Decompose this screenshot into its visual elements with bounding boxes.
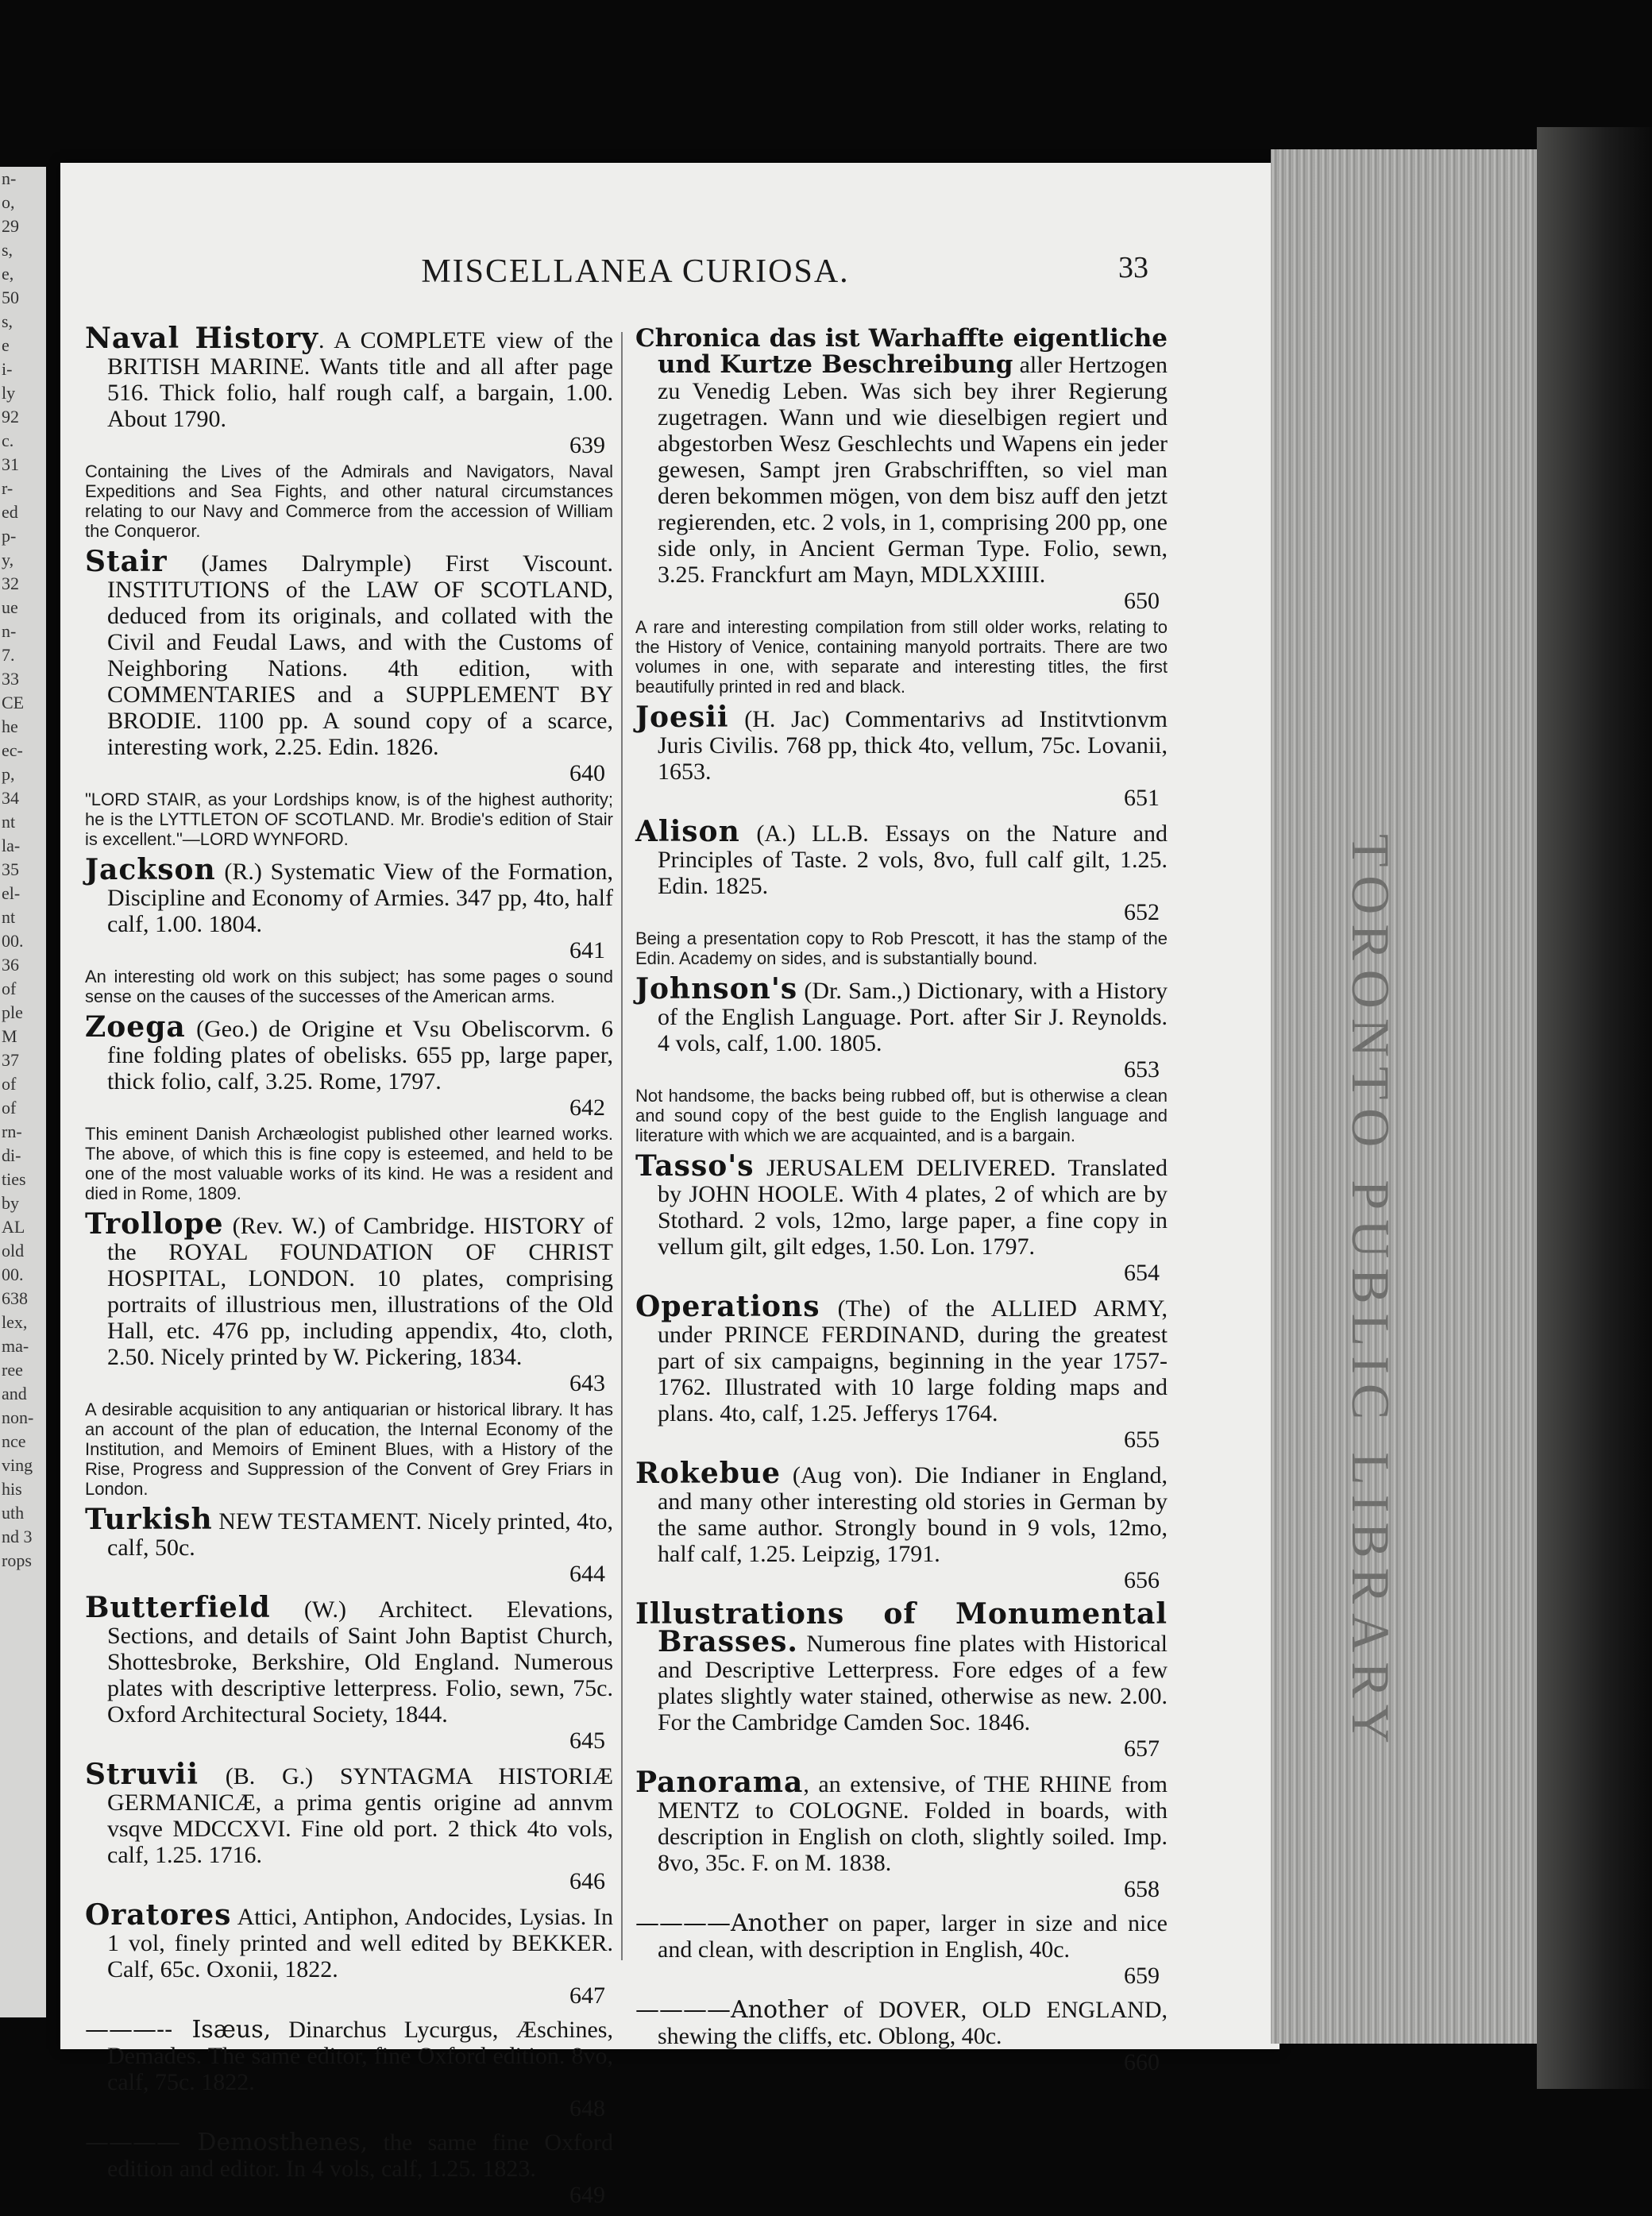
entry-heading: ————Another <box>635 1996 828 2024</box>
lot-number: 649 <box>569 2182 605 2208</box>
catalogue-entry <box>635 972 1168 1145</box>
left-page-text-fragment: s, <box>2 311 14 331</box>
entry-description <box>85 2129 613 2208</box>
page-edges <box>1271 149 1537 2044</box>
entry-heading: Illustrations of Monumental Brasses. <box>635 1597 1168 1658</box>
entry-heading: Jackson <box>85 853 216 886</box>
left-page-text-fragment: ties <box>2 1169 26 1189</box>
left-page-text-fragment: non- <box>2 1407 34 1427</box>
lot-number: 648 <box>569 2095 605 2121</box>
entry-text: (B. G.) SYNTAGMA HISTORIÆ GERMANICÆ, a prima gentis origine ad annvm vsqve MDCCXVI. Fine old port. 2 thick 4to vols, calf, 1.25. 1716. <box>107 1763 613 1868</box>
entry-text: (Geo.) de Origine et Vsu Obeliscorvm. 6 fine folding plates of obelisks. 655 pp, large paper, thick folio, calf, 3.25. Rome, 1797. <box>107 1016 613 1094</box>
entry-text: (W.) Architect. Elevations, Sections, and details of Saint John Baptist Church, Shottesbroke, Berkshire, Old England. Numerous plates with descriptive letterpress. Folio, sewn, 75c. Oxford Architectural Society, 1844. <box>107 1596 613 1728</box>
left-page-text-fragment: of <box>2 1098 17 1118</box>
entry-text: of DOVER, OLD ENGLAND, shewing the cliffs, etc. Oblong, 40c. <box>658 1997 1168 2049</box>
entry-note: This eminent Danish Archæologist published other learned works. The above, of which this is fine copy is esteemed, and held to be one of the most valuable works of its kind. He was a resident and died in Rome, 1809. <box>85 1124 613 1203</box>
entry-text: (Rev. W.) of Cambridge. HISTORY of the ROYAL FOUNDATION OF CHRIST HOSPITAL, LONDON. 10 plates, comprising portraits of illustrious men, illustrations of the Old Hall, etc. 476 pp, including appendix, 4to, cloth, 2.50. Nicely printed by W. Pickering, 1834. <box>107 1213 613 1370</box>
entry-text: (Dr. Sam.,) Dictionary, with a History of the English Language. Port. after Sir J. Reynolds. 4 vols, calf, 1.00. 1805. <box>658 978 1168 1056</box>
entry-description <box>635 1766 1168 1902</box>
left-page-text-fragment: 32 <box>2 573 19 593</box>
catalogue-entry <box>85 853 613 1006</box>
entry-description <box>85 853 613 963</box>
library-edge-stamp: TORONTO PUBLIC LIBRARY <box>1341 834 1401 1753</box>
left-page-text-fragment: 35 <box>2 859 19 879</box>
lot-number: 660 <box>1124 2049 1160 2075</box>
entry-text: (James Dalrymple) First Viscount. INSTITUTIONS of the LAW OF SCOTLAND, deduced from its originals, and collated with the Civil and Feudal Laws, and with the Customs of Neighboring Nations. 4th edition, with COMMENTARIES and a SUPPLEMENT BY BRODIE. 1100 pp. A sound copy of a scarce, interesting work, 2.25. Edin. 1826. <box>107 550 613 760</box>
left-page-text-fragment: 7. <box>2 645 15 665</box>
entry-text: (The) of the ALLIED ARMY, under PRINCE FERDINAND, during the greatest part of six campaigns, beginning in the year 1757-1762. Illustrated with 10 large folding maps and plans. 4to, calf, 1.25. Jefferys 1764. <box>658 1295 1168 1427</box>
entry-heading: Trollope <box>85 1207 224 1241</box>
column-divider <box>621 332 623 1960</box>
entry-text: (R.) Systematic View of the Formation, Discipline and Economy of Armies. 347 pp, 4to, half calf, 1.00. 1804. <box>107 859 613 937</box>
catalogue-entry <box>85 2129 613 2208</box>
left-page-text-fragment: old <box>2 1241 25 1260</box>
entry-text: Dinarchus Lycurgus, Æschines, Demades. The same editor, fine Oxford edition. 8vo, calf, 75c. 1822. <box>107 2017 613 2095</box>
left-page-text-fragment: 00. <box>2 931 24 951</box>
lot-number: 645 <box>569 1728 605 1754</box>
left-page-text-fragment: nt <box>2 907 16 927</box>
lot-number: 641 <box>569 937 605 963</box>
entry-note: An interesting old work on this subject; has some pages o sound sense on the causes of the successes of the American arms. <box>85 967 613 1006</box>
lot-number: 640 <box>569 760 605 786</box>
left-page-text-fragment: 31 <box>2 454 19 474</box>
entry-note: "LORD STAIR, as your Lordships know, is of the highest authority; he is the LYTTLETON OF SCOTLAND. Mr. Brodie's edition of Stair is excellent."—LORD WYNFORD. <box>85 789 613 849</box>
entry-description <box>85 1898 613 2009</box>
entry-description <box>635 326 1168 614</box>
catalogue-entry <box>85 1207 613 1499</box>
catalogue-entry <box>635 326 1168 697</box>
entry-heading: Chronica das ist Warhaffte eigentliche und Kurtze Beschreibung <box>635 324 1168 379</box>
left-page-text-fragment: ed <box>2 502 18 522</box>
left-page-text-fragment: o, <box>2 192 15 212</box>
lot-number: 656 <box>1124 1567 1160 1593</box>
left-page-text-fragment: nt <box>2 812 16 832</box>
left-page-text-fragment: 36 <box>2 955 19 975</box>
entry-description <box>635 1149 1168 1286</box>
entry-heading: Struvii <box>85 1758 199 1791</box>
catalogue-entry <box>85 1758 613 1894</box>
entry-description <box>85 1758 613 1894</box>
lot-number: 644 <box>569 1561 605 1587</box>
right-column <box>635 326 1168 2083</box>
entry-heading: Turkish <box>85 1503 213 1536</box>
left-page-text-fragment: and <box>2 1384 27 1403</box>
entry-heading: ———— Demosthenes, <box>85 2129 369 2156</box>
left-page-text-fragment: la- <box>2 836 21 855</box>
entry-description <box>635 1910 1168 1989</box>
entry-note: A desirable acquisition to any antiquarian or historical library. It has an account of the plan of education, the Internal Economy of the Institution, and Memoirs of Eminent Blues, with a History of the Rise, Progress and Suppression of the Convent of Grey Friars in London. <box>85 1399 613 1499</box>
entry-text: NEW TESTAMENT. Nicely printed, 4to, calf, 50c. <box>107 1508 613 1561</box>
entry-heading: ————Another <box>635 1909 828 1937</box>
left-page-text-fragment: 92 <box>2 407 19 427</box>
lot-number: 653 <box>1124 1056 1160 1083</box>
entry-description <box>635 1290 1168 1453</box>
catalogue-entry <box>635 1910 1168 1989</box>
lot-number: 646 <box>569 1868 605 1894</box>
catalogue-entry <box>635 1766 1168 1902</box>
entry-heading: Butterfield <box>85 1591 271 1624</box>
entry-description <box>635 1457 1168 1593</box>
catalogue-entry <box>85 1010 613 1203</box>
catalogue-entry <box>635 1997 1168 2075</box>
left-page-text-fragment: ue <box>2 597 18 617</box>
left-page-text-fragment: rops <box>2 1550 32 1570</box>
entry-description <box>85 322 613 458</box>
left-page-margin <box>0 167 46 2017</box>
lot-number: 657 <box>1124 1735 1160 1762</box>
entry-text: Attici, Antiphon, Andocides, Lysias. In 1 vol, finely printed and well edited by BEKKER. Calf, 65c. Oxonii, 1822. <box>107 1904 613 1982</box>
entry-description <box>635 815 1168 925</box>
left-page-text-fragment: i- <box>2 359 13 379</box>
entry-heading: Operations <box>635 1290 820 1323</box>
left-page-text-fragment: c. <box>2 430 14 450</box>
lot-number: 651 <box>1124 785 1160 811</box>
entry-heading: Rokebue <box>635 1457 782 1490</box>
left-page-text-fragment: nd 3 <box>2 1527 33 1546</box>
entry-text: on paper, larger in size and nice and clean, with description in English, 40c. <box>658 1910 1168 1963</box>
lot-number: 647 <box>569 1982 605 2009</box>
left-page-text-fragment: e <box>2 335 10 355</box>
left-page-text-fragment: 34 <box>2 788 19 808</box>
lot-number: 639 <box>569 432 605 458</box>
catalogue-entry <box>85 1503 613 1587</box>
catalogue-entry <box>635 1149 1168 1286</box>
entry-description <box>85 1207 613 1396</box>
left-page-text-fragment: 29 <box>2 216 19 236</box>
left-page-text-fragment: ec- <box>2 740 23 760</box>
left-page-text-fragment: s, <box>2 240 14 260</box>
left-page-text-fragment: ly <box>2 383 16 403</box>
left-page-text-fragment: he <box>2 716 18 736</box>
lot-number: 650 <box>1124 588 1160 614</box>
catalogue-entry <box>85 322 613 541</box>
lot-number: 658 <box>1124 1876 1160 1902</box>
catalogue-entry <box>635 1597 1168 1762</box>
entry-description <box>85 1503 613 1587</box>
left-page-text-fragment: his <box>2 1479 22 1499</box>
running-title: MISCELLANEA CURIOSA. <box>421 253 850 290</box>
catalogue-entry <box>635 701 1168 811</box>
lot-number: 642 <box>569 1094 605 1121</box>
left-page-text-fragment: y, <box>2 550 14 569</box>
left-page-text-fragment: 00. <box>2 1264 24 1284</box>
left-page-text-fragment: e, <box>2 264 14 284</box>
left-page-text-fragment: 50 <box>2 288 19 307</box>
left-page-text-fragment: n- <box>2 168 17 188</box>
left-page-text-fragment: uth <box>2 1503 25 1523</box>
catalogue-entry <box>85 1591 613 1754</box>
left-page-text-fragment: M <box>2 1026 17 1046</box>
entry-note: Containing the Lives of the Admirals and Navigators, Naval Expeditions and Sea Fights, and other natural circumstances relating to our Navy and Commerce from the accession of William the Conqueror. <box>85 461 613 541</box>
left-page-text-fragment: 37 <box>2 1050 19 1070</box>
entry-text: . A COMPLETE view of the BRITISH MARINE. Wants title and all after page 516. Thick folio, half rough calf, a bargain, 1.00. About 1790. <box>107 327 613 432</box>
left-page-text-fragment: CE <box>2 693 25 712</box>
entry-description <box>635 701 1168 811</box>
catalogue-entry <box>635 815 1168 968</box>
entry-text: (A.) LL.B. Essays on the Nature and Principles of Taste. 2 vols, 8vo, full calf gilt, 1.25. Edin. 1825. <box>658 820 1168 899</box>
left-page-text-fragment: el- <box>2 883 21 903</box>
entry-heading: ———-- Isæus, <box>85 2016 272 2044</box>
entry-heading: Stair <box>85 545 168 578</box>
entry-description <box>635 1997 1168 2075</box>
page-number: 33 <box>1118 251 1148 284</box>
entry-description <box>85 1010 613 1121</box>
catalogue-entry <box>85 2017 613 2121</box>
left-page-text-fragment: AL <box>2 1217 25 1237</box>
entry-heading: Johnson's <box>635 972 798 1006</box>
left-page-text-fragment: ree <box>2 1360 23 1380</box>
entry-description <box>85 2017 613 2121</box>
lot-number: 659 <box>1124 1963 1160 1989</box>
left-page-text-fragment: 638 <box>2 1288 28 1308</box>
left-page-text-fragment: n- <box>2 621 17 641</box>
entry-description <box>85 545 613 786</box>
left-page-text-fragment: nce <box>2 1431 26 1451</box>
left-page-text-fragment: ma- <box>2 1336 29 1356</box>
entry-heading: Joesii <box>635 701 729 734</box>
left-page-text-fragment: lex, <box>2 1312 28 1332</box>
left-page-text-fragment: p- <box>2 526 17 546</box>
entry-heading: Alison <box>635 815 740 848</box>
left-page-text-fragment: ving <box>2 1455 33 1475</box>
entry-heading: Panorama <box>635 1766 804 1799</box>
lot-number: 652 <box>1124 899 1160 925</box>
entry-heading: Naval History <box>85 322 319 355</box>
entry-heading: Oratores <box>85 1898 232 1932</box>
entry-description <box>635 972 1168 1083</box>
catalogue-entry <box>635 1457 1168 1593</box>
entry-text: (Aug von). Die Indianer in England, and many other interesting old stories in German by the same author. Strongly bound in 9 vols, 12mo, half calf, 1.25. Leipzig, 1791. <box>658 1462 1168 1567</box>
entry-description <box>635 1597 1168 1762</box>
entry-heading: Zoega <box>85 1010 186 1044</box>
left-column <box>85 322 614 2216</box>
entry-text: the same fine Oxford edition and editor. In 4 vols, calf, 1.25. 1823. <box>107 2129 614 2182</box>
catalogue-entry <box>85 545 613 849</box>
lot-number: 655 <box>1124 1427 1160 1453</box>
left-page-text-fragment: p, <box>2 764 15 784</box>
left-page-text-fragment: ple <box>2 1002 23 1022</box>
entry-text: (H. Jac) Commentarivs ad Institvtionvm Juris Civilis. 768 pp, thick 4to, vellum, 75c. Lovanii, 1653. <box>658 706 1168 785</box>
left-page-text-fragment: by <box>2 1193 19 1213</box>
catalogue-entry <box>635 1290 1168 1453</box>
lot-number: 643 <box>569 1370 605 1396</box>
entry-note: A rare and interesting compilation from still older works, relating to the History of Venice, containing manyold portraits. There are two volumes in one, with separate and interesting titles, the first beautifully printed in red and black. <box>635 617 1168 697</box>
entry-text: JERUSALEM DELIVERED. Translated by JOHN HOOLE. With 4 plates, 2 of which are by Stothard. 2 vols, 12mo, large paper, a fine copy in vellum gilt, gilt edges, 1.50. Lon. 1797. <box>658 1155 1168 1260</box>
left-page-text-fragment: of <box>2 979 17 998</box>
left-page-text-fragment: 33 <box>2 669 19 689</box>
entry-text: , an extensive, of THE RHINE from MENTZ to COLOGNE. Folded in boards, with description in English on cloth, slightly soiled. Imp. 8vo, 35c. F. on M. 1838. <box>658 1771 1168 1876</box>
entry-text: aller Hertzogen zu Venedig Leben. Was sich bey ihrer Regierung zugetragen. Wann und wie dieselbigen regiert und abgestorben Wesz Geschlechts und Wapens ein jeder gewesen, Sampt jren Grabschrifften, so viel man deren bekommen mögen, von dem bisz auff den jetzt regierenden, etc. 2 vols, in 1, comprising 200 pp, one side only, in Ancient German Type. Folio, sewn, 3.25. Franckfurt am Mayn, MDLXXIIII. <box>658 352 1168 588</box>
left-page-text-fragment: r- <box>2 478 14 498</box>
entry-note: Not handsome, the backs being rubbed off, but is otherwise a clean and sound copy of the best guide to the English language and literature with which we are acquainted, and is a bargain. <box>635 1086 1168 1145</box>
book-spine <box>1537 127 1652 2089</box>
left-page-text-fragment: rn- <box>2 1122 22 1141</box>
entry-heading: Tasso's <box>635 1149 755 1183</box>
entry-note: Being a presentation copy to Rob Prescott, it has the stamp of the Edin. Academy on sides, and is substantially bound. <box>635 928 1168 968</box>
left-page-text-fragment: di- <box>2 1145 21 1165</box>
entry-description <box>85 1591 613 1754</box>
catalogue-entry <box>85 1898 613 2009</box>
lot-number: 654 <box>1124 1260 1160 1286</box>
entry-text: Numerous fine plates with Historical and Descriptive Letterpress. Fore edges of a few plates slightly water stained, otherwise as new. 2.00. For the Cambridge Camden Soc. 1846. <box>658 1631 1168 1735</box>
left-page-text-fragment: of <box>2 1074 17 1094</box>
